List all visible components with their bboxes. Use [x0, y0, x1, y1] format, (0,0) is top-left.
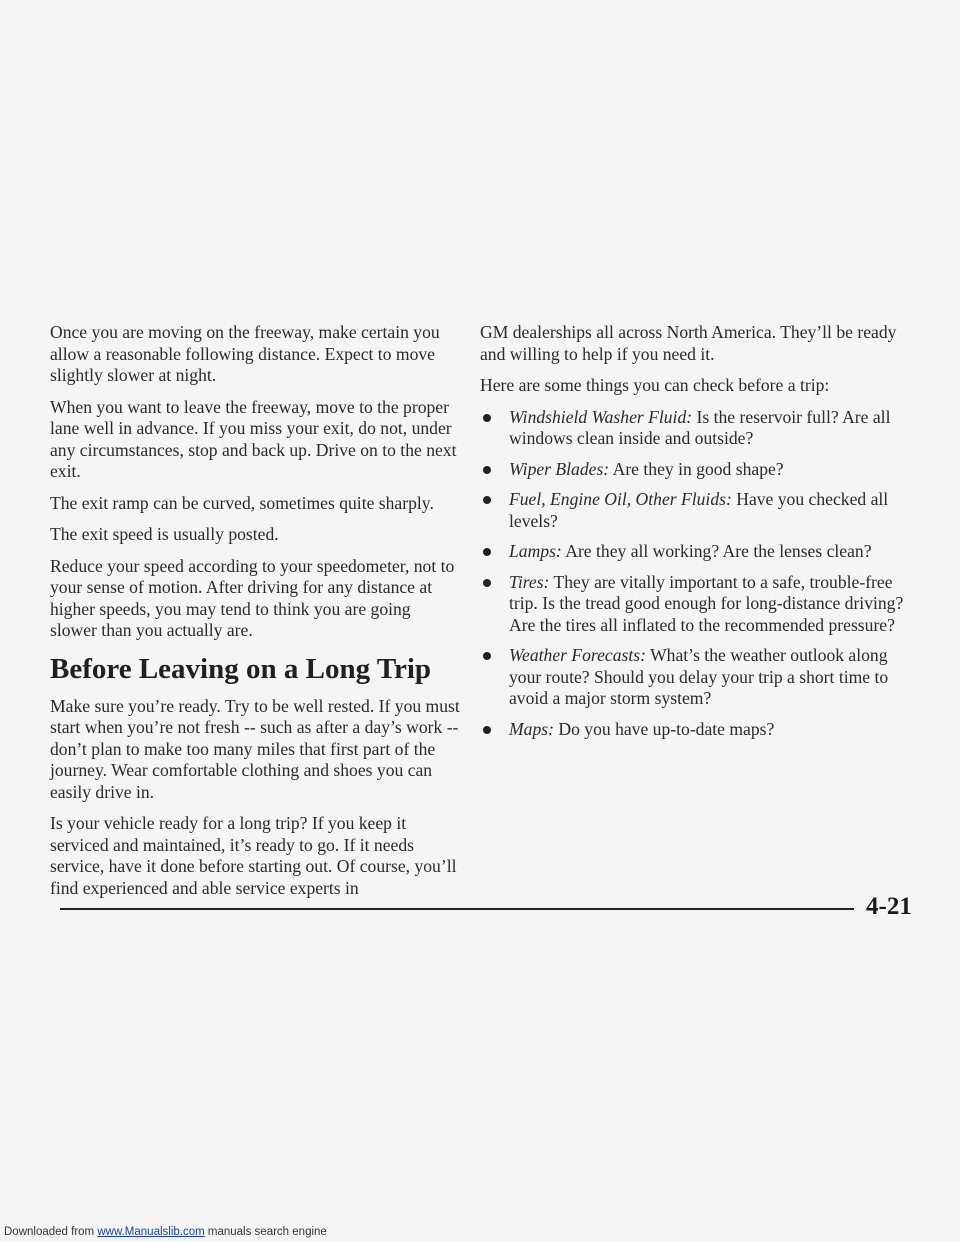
paragraph-leave-freeway: When you want to leave the freeway, move to the proper lane well in advance. If you miss your exit, do not, under any circumstances, stop and back up. Drive on to the next exit. [50, 396, 457, 481]
list-item [480, 719, 920, 741]
paragraph-be-ready: Make sure you’re ready. Try to be well rested. If you must start when you’re not fresh -- such as after a day’s work -- don’t plan to make too many miles that first part of the journey. Wear comfortable clothing and shoes you can easily drive in. [50, 695, 460, 802]
item-text: Are they in good shape? [612, 458, 784, 479]
item-text: What’s the weather outlook along your route? Should you delay your trip a short time to avoid a major storm system? [509, 645, 889, 708]
item-term: Lamps: [509, 541, 562, 561]
section-heading: Before Leaving on a Long Trip [50, 652, 432, 685]
bullet-icon [483, 496, 491, 504]
paragraph-vehicle-ready: Is your vehicle ready for a long trip? If you keep it serviced and maintained, it’s ready to go. If it needs service, have it done before starting out. Of course, you’ll find experienced and able service experts in [50, 813, 457, 898]
bullet-icon [483, 726, 491, 734]
paragraph-dealerships: GM dealerships all across North America. They’ll be ready and willing to help if you need it. [480, 322, 897, 364]
list-item [480, 645, 920, 710]
item-text: They are vitally important to a safe, trouble-free trip. Is the tread good enough for long-distance driving? Are the tires all inflated to the recommended pressure? [509, 571, 904, 635]
item-term: Wiper Blades: [509, 458, 610, 479]
list-item [480, 572, 920, 637]
item-text: Have you checked all levels? [509, 489, 889, 531]
bullet-icon [483, 466, 491, 474]
list-item [480, 489, 920, 532]
item-text: Is the reservoir full? Are all windows clean inside and outside? [509, 406, 891, 448]
item-term: Windshield Washer Fluid: [509, 406, 693, 427]
paragraph-exit-ramp: The exit ramp can be curved, sometimes quite sharply. [50, 492, 434, 513]
paragraph-reduce-speed: Reduce your speed according to your speedometer, not to your sense of motion. After driving for any distance at higher speeds, you may tend to think you are going slower than you actually are. [50, 555, 455, 640]
left-column [50, 322, 460, 909]
paragraph-exit-speed: The exit speed is usually posted. [50, 524, 279, 544]
footer-suffix: manuals search engine [204, 1226, 327, 1238]
right-column [480, 322, 920, 749]
list-item [480, 459, 920, 481]
item-term: Fuel, Engine Oil, Other Fluids: [509, 489, 732, 509]
item-text: Are they all working? Are the lenses clean? [565, 541, 872, 561]
page-number: 4-21 [866, 893, 912, 920]
bullet-icon [483, 548, 491, 556]
download-footer [4, 1226, 327, 1238]
paragraph-freeway-distance: Once you are moving on the freeway, make certain you allow a reasonable following distance. Expect to move slightly slower at night. [50, 322, 440, 385]
paragraph-checklist-intro: Here are some things you can check before a trip: [480, 375, 830, 395]
trip-checklist [480, 407, 920, 741]
item-term: Weather Forecasts: [509, 645, 646, 665]
list-item [480, 407, 920, 450]
item-text: Do you have up-to-date maps? [558, 718, 775, 739]
bullet-icon [483, 579, 491, 587]
bullet-icon [483, 414, 491, 422]
manualslib-link[interactable]: www.Manualslib.com [97, 1226, 205, 1238]
item-term: Maps: [509, 718, 554, 739]
footer-rule [60, 908, 854, 910]
list-item [480, 541, 920, 563]
bullet-icon [483, 652, 491, 660]
item-term: Tires: [509, 571, 550, 592]
footer-prefix: Downloaded from [4, 1226, 98, 1238]
